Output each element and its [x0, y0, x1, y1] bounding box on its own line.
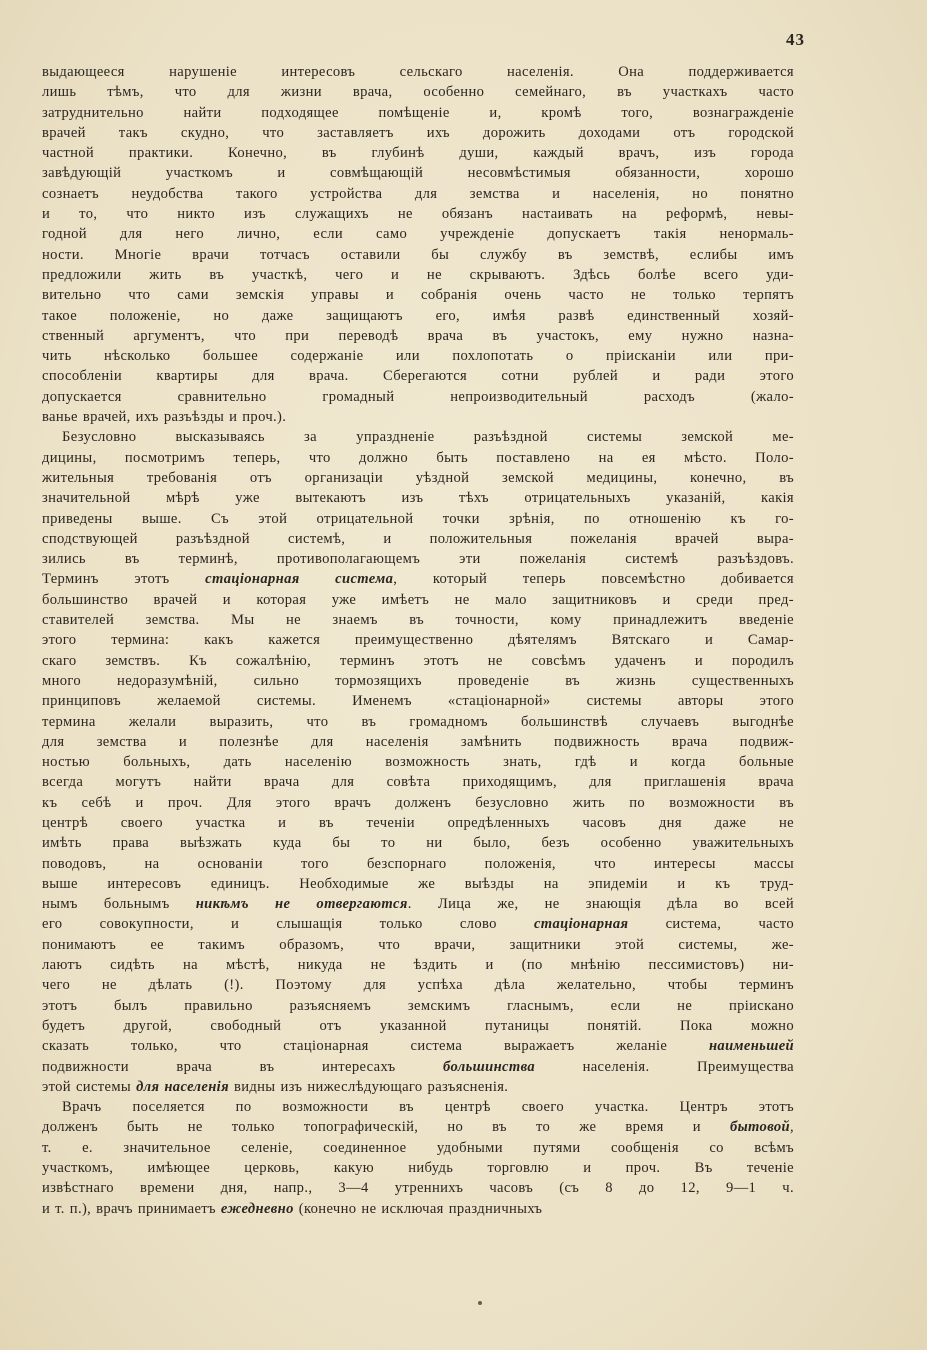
text-line: годной для него лично, если само учрежденіе допускаетъ такія ненормаль- — [42, 226, 794, 243]
text-line: врачей такъ скудно, что заставляетъ ихъ дорожить доходами отъ городской — [42, 124, 794, 141]
text-line: участкомъ, имѣющее церковь, какую нибудь торговлю и проч. Въ теченіе — [42, 1160, 794, 1177]
emphasized-text: наименьшей — [708, 1038, 794, 1055]
text-line: дицины, посмотримъ теперь, что должно быть поставлено на ея мѣсто. Поло- — [42, 449, 794, 466]
text-line: принциповъ желаемой системы. Именемъ «стаціонарной» системы авторы этого — [42, 693, 794, 710]
text-line: значительной мѣрѣ уже вытекаютъ изъ тѣхъ отрицательныхъ указаній, какія — [42, 490, 794, 507]
text-line: приведены выше. Съ этой отрицательной точки зрѣнія, по отношенію къ го- — [42, 510, 794, 527]
text-line: его совокупности, и слышащія только слово стаціонарная система, часто — [42, 916, 794, 933]
text-line: ставителей земства. Мы не знаемъ въ точности, кому принадлежитъ введеніе — [42, 612, 794, 629]
text-line: ности. Многіе врачи тотчасъ оставили бы службу въ земствѣ, еслибы имъ — [42, 246, 794, 263]
text-line: жительныя требованія отъ организаціи уѣздной земской медицины, конечно, въ — [42, 469, 794, 486]
text-line: большинство врачей и которая уже имѣетъ не мало защитниковъ и среди пред- — [42, 591, 794, 608]
ink-speck — [478, 1301, 482, 1305]
page-number: 43 — [786, 30, 805, 49]
emphasized-text: стаціонарная система — [205, 571, 394, 588]
paragraph — [42, 427, 794, 1097]
text-line: скаго земствъ. Къ сожалѣнію, терминъ этотъ не совсѣмъ удаченъ и породилъ — [42, 652, 794, 669]
emphasized-text: стаціонарная — [533, 916, 629, 933]
text-line: этотъ былъ правильно разъясняемъ земскимъ гласнымъ, если не пріискано — [42, 997, 794, 1014]
text-line: центрѣ своего участка и въ теченіи опредѣленныхъ часовъ дня даже не — [42, 814, 794, 831]
text-line: сказать только, что стаціонарная система выражаетъ желаніе наименьшей — [42, 1038, 794, 1055]
text-line: такое положеніе, но даже защищаютъ его, имѣя развѣ единственный хозяй- — [42, 307, 794, 324]
text-line: всегда могутъ найти врача для совѣта приходящимъ, для приглашенія врача — [42, 774, 794, 791]
text-line: этого термина: какъ кажется преимущественно дѣятелямъ Вятскаго и Самар- — [42, 632, 794, 649]
text-line: выдающееся нарушеніе интересовъ сельскаго населенія. Она поддерживается — [42, 64, 794, 80]
text-line: ванье врачей, ихъ разъѣзды и проч.). — [42, 409, 287, 426]
text-line: ственный аргументъ, что при переводѣ врача въ участокъ, ему нужно назна- — [42, 327, 794, 344]
text-line: Врачъ поселяется по возможности въ центрѣ своего участка. Центръ этотъ — [62, 1099, 794, 1116]
text-line: лишь тѣмъ, что для жизни врача, особенно семейнаго, въ участкахъ часто — [42, 84, 794, 101]
emphasized-text: бытовой — [729, 1119, 790, 1136]
text-line: частной практики. Конечно, въ глубинѣ души, каждый врачъ, изъ города — [42, 145, 794, 162]
text-line: чего не дѣлать (!). Поэтому для успѣха дѣла желательно, чтобы терминъ — [42, 977, 794, 994]
text-line: къ себѣ и проч. Для этого врачъ долженъ безусловно жить по возможности въ — [42, 794, 794, 811]
text-line: для земства и полезнѣе для населенія замѣнить подвижность врача подвиж- — [42, 733, 794, 750]
emphasized-text: большинства — [443, 1058, 536, 1075]
text-line: вительно что сами земскія управы и собранія очень часто не только терпятъ — [42, 287, 794, 304]
text-line: Терминъ этотъ стаціонарная система, который теперь повсемѣстно добивается — [42, 571, 794, 588]
body-text — [42, 62, 794, 1219]
text-line: сподствующей разъѣздной системѣ, и положительныя пожеланія врачей выра- — [42, 530, 794, 547]
paragraph — [42, 1097, 794, 1219]
text-line: чить нѣсколько большее содержаніе или похлопотать о пріисканіи или при- — [42, 348, 794, 365]
text-line: термина желали выразить, что въ громадномъ большинствѣ случаевъ выгоднѣе — [42, 713, 794, 730]
text-line: этой системы для населенія видны изъ нижеслѣдующаго разъясненія. — [42, 1078, 509, 1095]
text-line: нымъ больнымъ никѣмъ не отвергаются. Лица же, не знающія дѣла во всей — [42, 896, 794, 913]
text-line: ностью больныхъ, дать населенію возможность знать, гдѣ и когда больные — [42, 754, 794, 771]
text-line: предложили жить въ участкѣ, чего и не скрываютъ. Здѣсь болѣе всего уди- — [42, 266, 794, 283]
text-line: завѣдующій участкомъ и совмѣщающій несовмѣстимыя обязанности, хорошо — [42, 165, 794, 182]
text-line: затруднительно найти подходящее помѣщеніе и, кромѣ того, вознагражденіе — [42, 104, 794, 121]
text-line: будетъ другой, свободный отъ указанной путаницы понятій. Пока можно — [42, 1017, 794, 1034]
text-line: и то, что никто изъ служащихъ не обязанъ настаивать на реформѣ, невы- — [42, 206, 794, 223]
text-line: поводовъ, на основаніи того безспорнаго положенія, что интересы массы — [42, 855, 794, 872]
text-line: и т. п.), врачъ принимаетъ ежедневно (конечно не исключая праздничныхъ — [42, 1200, 543, 1217]
text-line: Безусловно высказываясь за упраздненіе разъѣздной системы земской ме- — [62, 429, 794, 446]
text-line: способленіи квартиры для врача. Сберегаются сотни рублей и ради этого — [42, 368, 794, 385]
paragraph — [42, 62, 794, 427]
text-line: допускается сравнительно громадный непроизводительный расходъ (жало- — [42, 388, 794, 405]
text-line: выше интересовъ единицъ. Необходимые же выѣзды на эпидеміи и къ труд- — [42, 875, 794, 892]
emphasized-text: ежедневно — [220, 1200, 294, 1217]
text-line: лаютъ сидѣть на мѣстѣ, никуда не ѣздить и (по мнѣнію пессимистовъ) ни- — [42, 957, 794, 974]
emphasized-text: для населенія — [136, 1078, 229, 1095]
text-line: понимаютъ ее такимъ образомъ, что врачи, защитники этой системы, же- — [42, 936, 794, 953]
emphasized-text: никѣмъ не отвергаются — [195, 896, 408, 913]
text-line: зились въ терминѣ, противополагающемъ эти пожеланія системѣ разъѣздовъ. — [42, 551, 794, 568]
text-line: сознаетъ неудобства такого устройства для земства и населенія, но понятно — [42, 185, 794, 202]
text-line: имѣть права выѣзжать куда бы то ни было, безъ особенно уважительныхъ — [42, 835, 794, 852]
text-line: долженъ быть не только топографическій, но въ то же время и бытовой, — [42, 1119, 794, 1136]
text-line: много недоразумѣній, сильно тормозящихъ проведеніе въ жизнь существенныхъ — [42, 672, 794, 689]
text-line: т. е. значительное селеніе, соединенное удобными путями сообщенія со всѣмъ — [42, 1139, 794, 1156]
text-line: подвижности врача въ интересахъ большинства населенія. Преимущества — [42, 1058, 794, 1075]
text-line: извѣстнаго времени дня, напр., 3—4 утреннихъ часовъ (съ 8 до 12, 9—1 ч. — [42, 1180, 794, 1197]
